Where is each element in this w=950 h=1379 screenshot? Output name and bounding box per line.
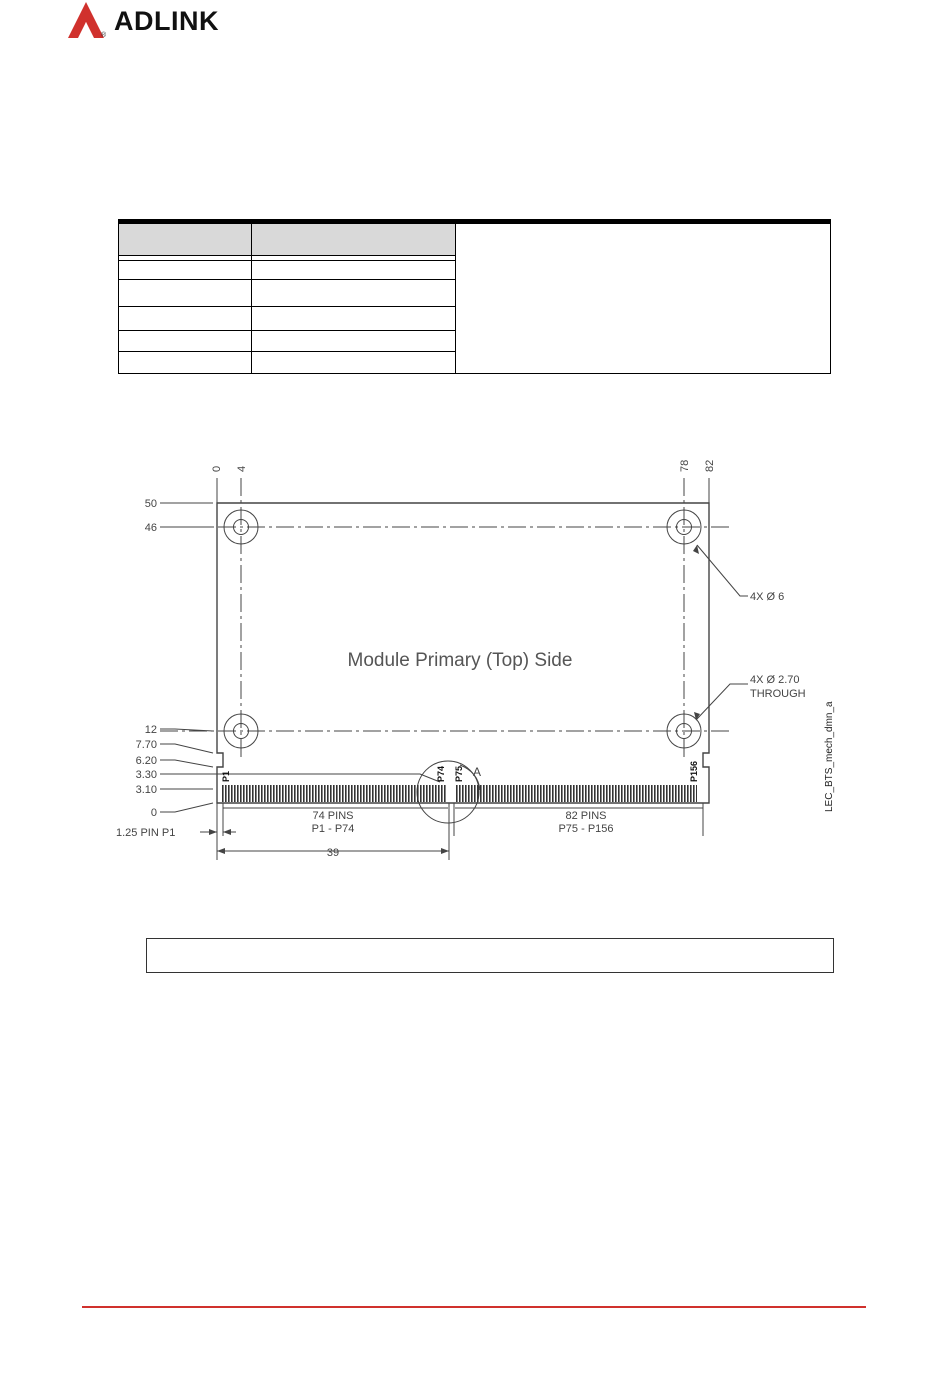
left-dim-12: 12 [144, 724, 157, 736]
table-row-line [119, 330, 455, 331]
left-dim-3-10: 3.10 [135, 784, 157, 796]
adlink-logo [66, 2, 266, 42]
width-dim-39: 39 [326, 847, 340, 859]
table-row-line [119, 279, 455, 280]
arrowhead [441, 848, 449, 854]
table-row-line [119, 351, 455, 352]
through-callout-line2: THROUGH [750, 688, 806, 700]
board-center-label: Module Primary (Top) Side [347, 650, 573, 671]
logo-text: ADLINK [114, 6, 219, 36]
table-header-col2 [252, 224, 455, 255]
top-dim-4: 4 [236, 465, 248, 472]
detail-label-a: A [473, 765, 482, 779]
arrowhead [223, 829, 231, 835]
leader-line [160, 760, 213, 767]
leader-line [160, 744, 213, 753]
left-dim-6-20: 6.20 [135, 755, 157, 767]
right-pins-range: P75 - P156 [558, 823, 614, 835]
pin1-offset-label: 1.25 PIN P1 [116, 827, 176, 839]
left-dim-7-70: 7.70 [135, 739, 157, 751]
spec-table [118, 219, 831, 374]
top-dim-82: 82 [704, 459, 716, 472]
left-pins-count: 74 PINS [312, 810, 354, 822]
arrowhead [217, 848, 225, 854]
logo-mountain-icon [66, 2, 106, 42]
through-callout-line1: 4X Ø 2.70 [750, 674, 800, 686]
left-dim-50: 50 [144, 498, 157, 510]
leader-line [160, 803, 213, 812]
left-dim-3-30: 3.30 [135, 769, 157, 781]
table-header-col1 [119, 224, 251, 255]
table-row-line [119, 306, 455, 307]
pin-label-p75: P75 [454, 765, 464, 782]
pin-label-p1: P1 [221, 770, 231, 782]
caption-box [146, 938, 834, 973]
pin-row-right [456, 785, 697, 802]
arrowhead [209, 829, 217, 835]
table-row-line [119, 260, 455, 261]
logo-registered-mark: ® [101, 32, 107, 39]
pin-label-p156: P156 [689, 760, 699, 782]
right-pins-count: 82 PINS [565, 810, 607, 822]
mechanical-drawing [0, 440, 950, 880]
left-pins-range: P1 - P74 [311, 823, 355, 835]
table-divider [455, 224, 456, 373]
table-row-line [119, 255, 455, 256]
top-dim-0: 0 [211, 465, 223, 472]
leader-line [160, 774, 440, 782]
hole-callout: 4X Ø 6 [750, 591, 785, 603]
top-dim-78: 78 [679, 459, 691, 472]
left-dim-0: 0 [150, 807, 157, 819]
pin-label-p74: P74 [436, 765, 446, 782]
pin-row-left [221, 785, 447, 802]
callout-leader [696, 684, 748, 720]
callout-leader [697, 545, 748, 596]
footer-rule [82, 1306, 866, 1308]
figure-id: LEC_BTS_mech_dmn_a [824, 701, 835, 812]
left-dim-46: 46 [144, 522, 157, 534]
